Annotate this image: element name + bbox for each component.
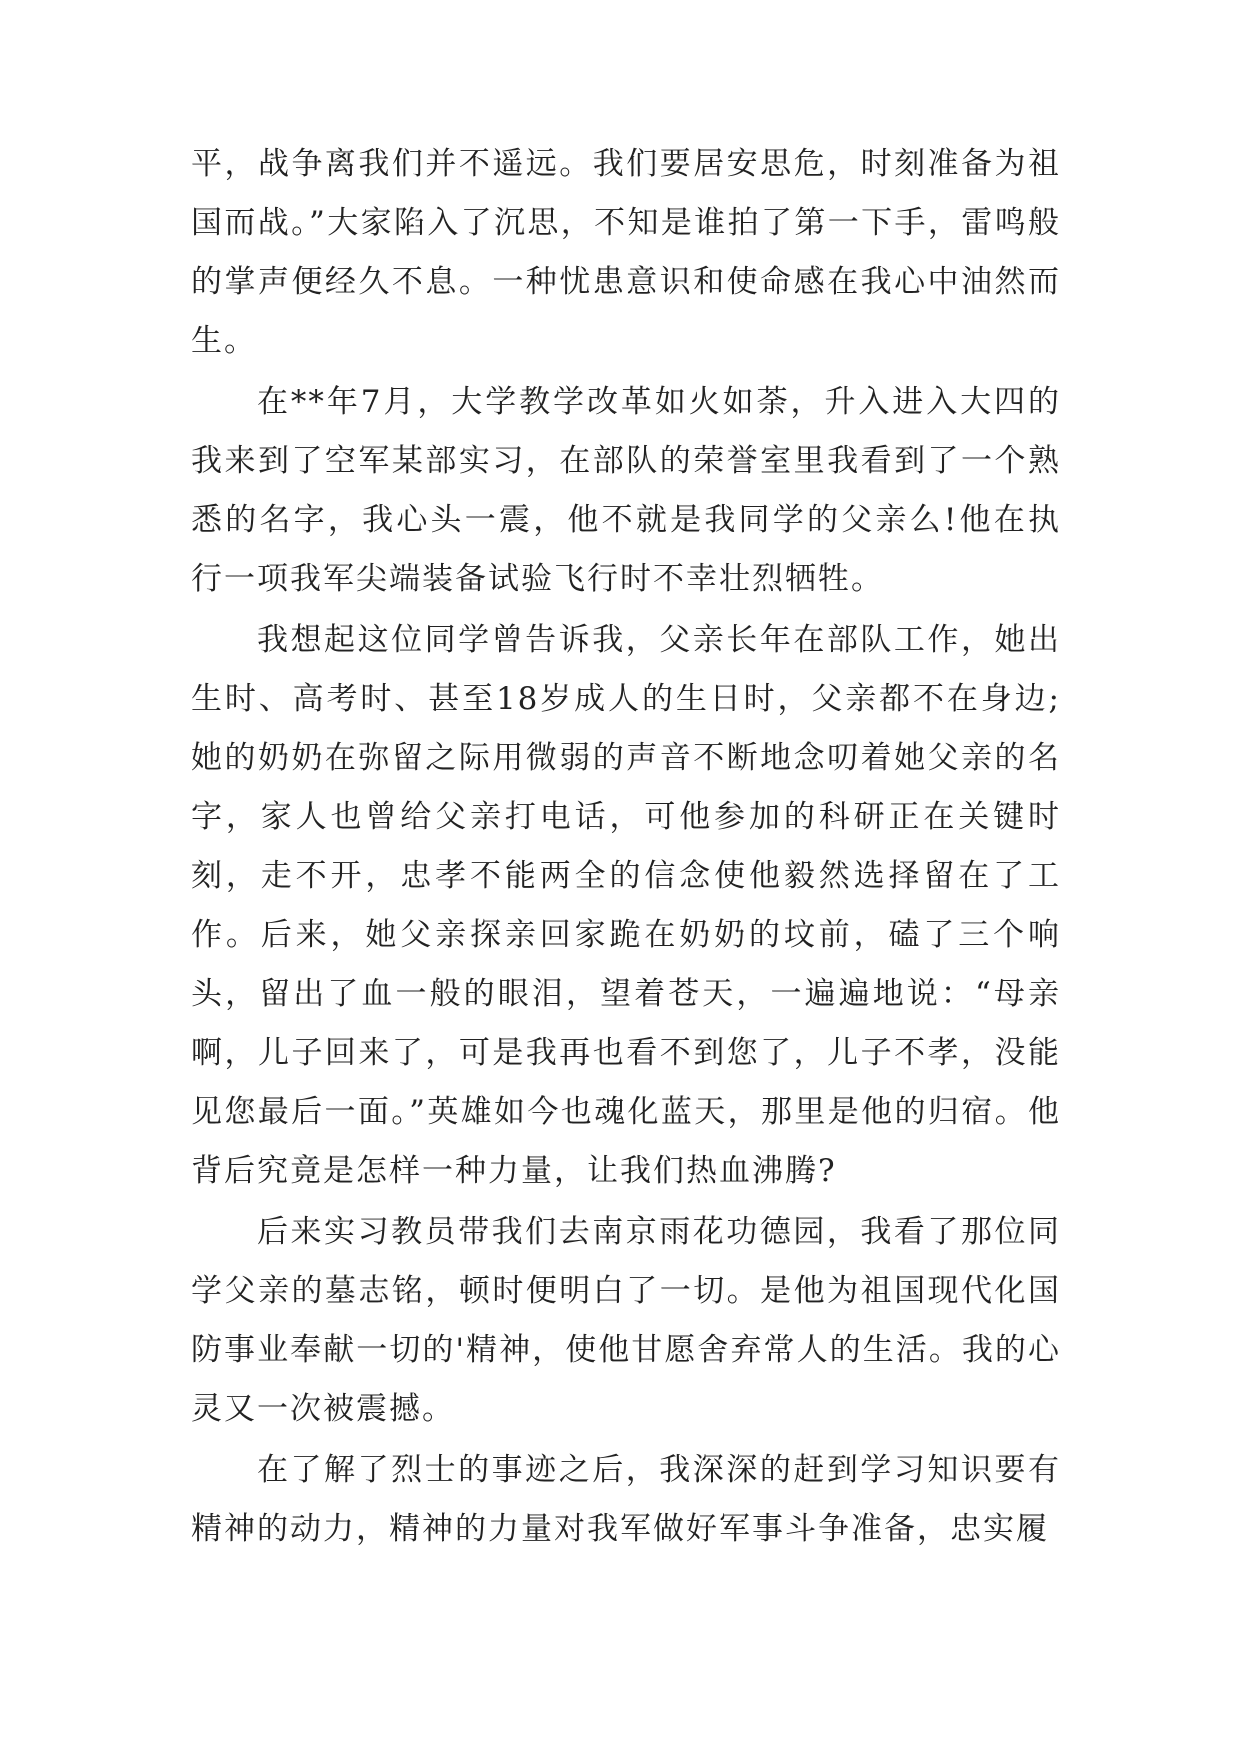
paragraph-1: 平，战争离我们并不遥远。我们要居安思危，时刻准备为祖国而战。”大家陷入了沉思，不知是谁拍了第一下手，雷鸣般的掌声便经久不息。一种忧患意识和使命感在我心中油然而生。 bbox=[191, 146, 1061, 359]
paragraph-3: 我想起这位同学曾告诉我，父亲长年在部队工作，她出生时、高考时、甚至18岁成人的生日时，父亲都不在身边;她的奶奶在弥留之际用微弱的声音不断地念叨着她父亲的名字，家人也曾给父亲打电话，可他参加的科研正在关键时刻，走不开，忠孝不能两全的信念使他毅然选择留在了工作。后来，她父亲探亲回家跪在奶奶的坟前，磕了三个响头，留出了血一般的眼泪，望着苍天，一遍遍地说：“母亲啊，儿子回来了，可是我再也看不到您了，儿子不孝，没能见您最后一面。”英雄如今也魂化蓝天，那里是他的归宿。他背后究竟是怎样一种力量，让我们热血沸腾? bbox=[191, 622, 1061, 1189]
paragraph-5: 在了解了烈士的事迹之后，我深深的赶到学习知识要有精神的动力，精神的力量对我军做好军事斗争准备，忠实履 bbox=[191, 1452, 1061, 1547]
paragraph-4: 后来实习教员带我们去南京雨花功德园，我看了那位同学父亲的墓志铭，顿时便明白了一切。是他为祖国现代化国防事业奉献一切的'精神，使他甘愿舍弃常人的生活。我的心灵又一次被震撼。 bbox=[191, 1214, 1061, 1427]
document-body bbox=[191, 135, 1061, 1561]
paragraph-2: 在**年7月，大学教学改革如火如荼，升入进入大四的我来到了空军某部实习，在部队的荣誉室里我看到了一个熟悉的名字，我心头一震，他不就是我同学的父亲么!他在执行一项我军尖端装备试验飞行时不幸壮烈牺牲。 bbox=[191, 384, 1061, 597]
